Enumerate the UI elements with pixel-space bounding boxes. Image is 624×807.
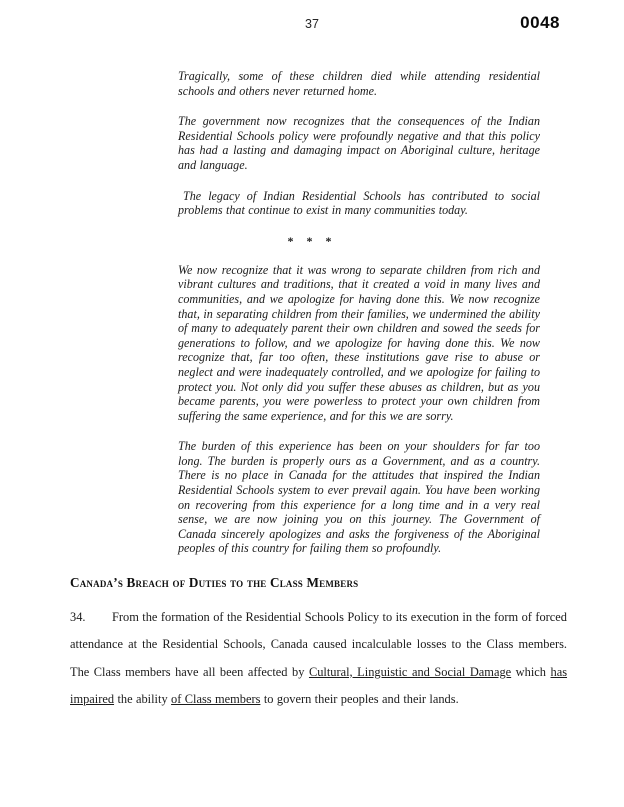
paragraph-text: which xyxy=(511,664,551,679)
section-heading-breach-of-duties: Canada’s Breach of Duties to the Class Members xyxy=(70,575,359,591)
page-header xyxy=(0,0,624,38)
paragraph-text: the ability xyxy=(114,692,172,707)
paragraph-number: 34. xyxy=(70,610,86,625)
block-quote-government-recognizes: The government now recognizes that the consequences of the Indian Residential Schools policy were profoundly negative and that this policy has had a lasting and damaging impact on Aboriginal culture, heritage and language. xyxy=(178,114,540,172)
page-number: 37 xyxy=(305,17,319,31)
underlined-phrase-has-impaired: has impaired xyxy=(70,664,568,707)
underlined-phrase-cultural-damage: Cultural, Linguistic and Social Damage xyxy=(308,664,512,679)
asterisk-divider: * * * xyxy=(287,233,337,248)
paragraph-text: From the formation of the Residential Schools Policy to its execution in the form of forced attendance at the Residential Schools, Canada caused incalculable losses to the Class members. The Class members have all been affected by xyxy=(70,610,567,679)
block-quote-legacy: The legacy of Indian Residential Schools has contributed to social problems that continue to exist in many communities today. xyxy=(178,188,540,218)
bates-stamp-number: 0048 xyxy=(520,13,560,32)
underlined-phrase-of-class-members: of Class members xyxy=(171,692,261,707)
block-quote-burden: The burden of this experience has been on your shoulders for far too long. The burden is properly ours as a Government, and as a country. There is no place in Canada for the attitudes that inspired the Indian Residential Schools system to ever prevail again. You have been working on recovering from this experience for a long time and in a very real sense, we are now joining you on this journey. The Government of Canada sincerely apologizes and asks the forgiveness of the Aboriginal peoples of this country for failing them so profoundly. xyxy=(178,439,540,556)
block-quote-apology: We now recognize that it was wrong to separate children from rich and vibrant cultures and traditions, that it created a void in many lives and communities, and we apologize for having done this. We now recognize that, in separating children from their families, we undermined the ability of many to adequately parent their own children and sowed the seeds for generations to follow, and we apologize for having done this. We now recognize that, far too often, these institutions gave rise to abuse or neglect and were inadequately controlled, and we apologize for failing to protect you. Not only did you suffer these abuses as children, but as you became parents, you were powerless to protect your own children from suffering the same experience, and for this we are sorry. xyxy=(178,262,540,423)
paragraph-text: to govern their peoples and their lands. xyxy=(260,692,459,707)
block-quote-tragically: Tragically, some of these children died while attending residential schools and others never returned home. xyxy=(178,69,540,98)
paragraph-34 xyxy=(70,604,567,714)
